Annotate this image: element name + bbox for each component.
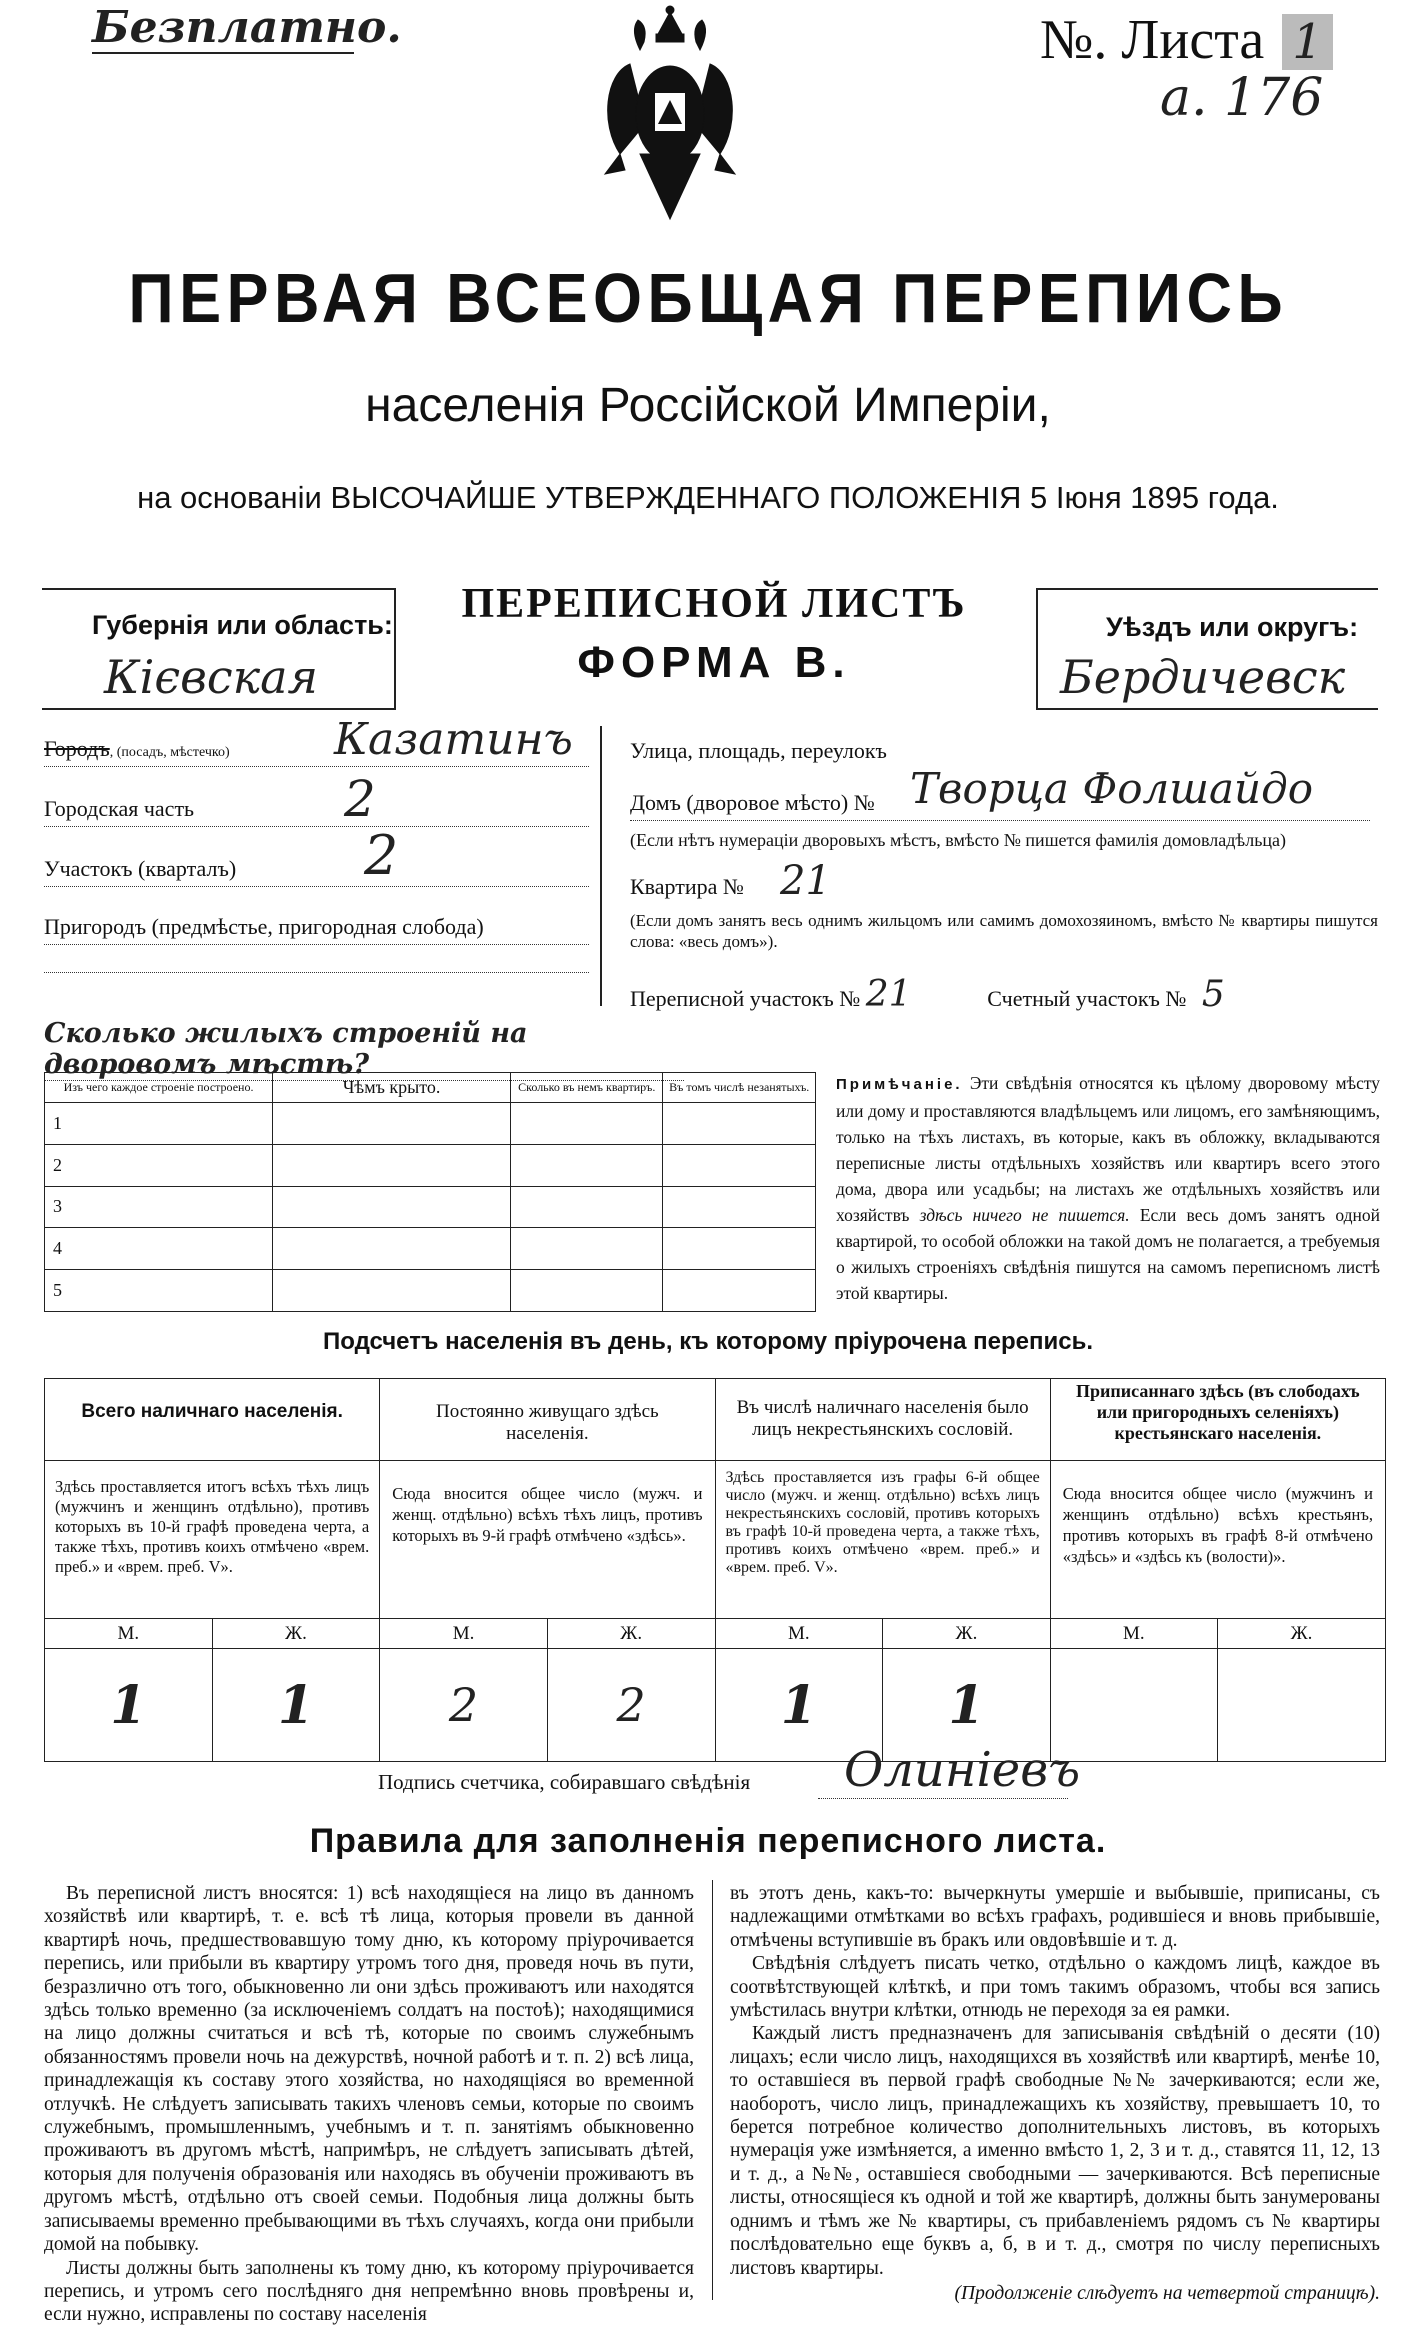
rules-right-paragraph: Каждый листъ предназначенъ для записыванія свѣдѣній о десяти (10) лицахъ; если число лицъ, находящихся въ хозяйствѣ или квартирѣ, менѣе 10, то оставшіеся въ первой графѣ свободные №№ зачеркиваются; если же, наоборотъ, число лицъ, принадлежащихъ къ хозяйству, превышаетъ 10, то берется потребное количество дополнительныхъ листовъ, въ которыхъ нумерація уже измѣняется, а именно вмѣсто 1, 2, 3 и т. д., ставятся 11, 12, 13 и т. д., а №№, оставшіеся свободными — зачеркиваются. Всѣ переписные листы, относящіеся къ одной и той же квартирѣ, должны быть занумерованы однимъ и тѣмъ же № квартиры, съ прибавленіемъ рядомъ съ № квартиры послѣдовательно еще буквъ а, б, в и т. д., смотря по числу переписныхъ листовъ квартиры. [730, 2023, 1380, 2279]
suburb-extra-line [44, 960, 589, 973]
apartment-value: 21 [780, 858, 831, 904]
rules-right-column [730, 1882, 1380, 2305]
counting-precinct-value: 5 [1201, 974, 1225, 1015]
pop-col-peasant-desc: Сюда вносится общее число (мужчинъ и женщинъ отдѣльно) всѣхъ крестьянъ, противъ которыхъ въ графѣ 8-й отмѣчено «здѣсь» и «здѣсь къ (волости)». [1050, 1461, 1385, 1619]
buildings-col-apartments: Сколько въ немъ квартиръ. [511, 1073, 663, 1103]
city-part-row [44, 770, 589, 828]
address-right [630, 718, 1378, 1018]
province-value: Кієвская [104, 650, 318, 704]
main-title: ПЕРВАЯ ВСЕОБЩАЯ ПЕРЕПИСЬ [128, 259, 1288, 337]
district-label: Уѣздъ или округъ: [1106, 612, 1359, 642]
buildings-col-roof: Чѣмъ крыто. [273, 1073, 511, 1103]
note-label: Примѣчаніе. [836, 1076, 963, 1093]
pop-m-label: М. [1050, 1619, 1217, 1649]
signature-line [818, 1798, 1068, 1799]
pop-permanent-f: 2 [547, 1649, 715, 1762]
suburb-row [44, 914, 589, 945]
rules-left-column [44, 1882, 694, 2327]
buildings-table [44, 1072, 816, 1312]
note-text-b: Если весь домъ занятъ одной квартирой, то особой обложки на такой домъ не полагается, а требуемыя о жилыхъ строеніяхъ свѣдѣнія пишутся на самомъ переписномъ листѣ этой квартиры. [836, 1205, 1380, 1303]
rules-title: Правила для заполненія переписного листа. [309, 1822, 1107, 1860]
sheet-number [1040, 8, 1333, 72]
rules-continuation: (Продолженіе слѣдуетъ на четвертой страницѣ). [954, 2282, 1380, 2304]
sheet-number-value: 1 [1282, 14, 1333, 70]
rules-divider [712, 1880, 713, 2300]
rules-right-paragraph: Свѣдѣнія слѣдуетъ писать четко, отдѣльно о каждомъ лицѣ, каждое въ соотвѣтствующей клѣткѣ, и при томъ такимъ образомъ, чтобы вся запись умѣстилась внутри клѣтки, отнюдь не переходя за ея рамки. [730, 1953, 1380, 2022]
pop-col-nonpeasant-title: Въ числѣ наличнаго населенія было лицъ некрестьянскихъ сословій. [715, 1379, 1050, 1461]
counting-precinct-label: Счетный участокъ № [987, 986, 1187, 1011]
rules-left-paragraph: Листы должны быть заполнены къ тому дню, къ которому пріурочивается перепись, и утромъ сего послѣдняго дня непремѣнно вновь провѣрены и, если нужно, исправлены по составу населенія [44, 2257, 694, 2326]
pop-col-total-title: Всего наличнаго населенія. [45, 1379, 380, 1461]
signature-value: Олиніевъ [844, 1742, 1081, 1798]
sheet-annotation: а. 176 [1160, 68, 1324, 128]
free-label: Безплатно. [92, 2, 402, 53]
pop-f-label: Ж. [547, 1619, 715, 1649]
district-box [1036, 588, 1378, 710]
census-precinct-label: Переписной участокъ № [630, 986, 861, 1011]
suburb-label: Пригородъ (предмѣстье, пригородная слобода) [44, 914, 484, 939]
address-left [44, 714, 589, 990]
buildings-row-number: 2 [45, 1144, 273, 1186]
pop-nonpeasant-f: 1 [883, 1649, 1051, 1762]
house-row [630, 764, 1370, 821]
district-value: Бердичевск [1060, 650, 1346, 704]
signature-label: Подпись счетчика, собиравшаго свѣдѣнія [378, 1770, 751, 1794]
free-underline [92, 52, 354, 54]
sheet-title-wrap [394, 580, 1034, 688]
note-text-a: Эти свѣдѣнія относятся къ цѣлому дворовому мѣсту или дому и проставляются владѣльцемъ или лицомъ, его замѣняющимъ, только на тѣхъ листахъ, въ которые, какъ въ обложку, вкладываются переписные листы отдѣльныхъ хозяйствъ или квартиръ всего этого дома, двора или усадьбы; на листахъ же отдѣльныхъ хозяйствъ или хозяйствъ [836, 1073, 1380, 1225]
sheet-title: ПЕРЕПИСНОЙ ЛИСТЪ [461, 581, 967, 627]
province-label: Губернія или область: [92, 610, 393, 640]
pop-f-label: Ж. [883, 1619, 1051, 1649]
buildings-row-number: 4 [45, 1228, 273, 1270]
precinct-row [44, 824, 589, 887]
census-precinct-row [630, 974, 1370, 1015]
buildings-col-vacant: Въ томъ числѣ незанятыхъ. [663, 1073, 816, 1103]
double-headed-eagle-emblem [600, 4, 740, 234]
buildings-row-number: 1 [45, 1103, 273, 1145]
apartment-row [630, 858, 831, 904]
pop-nonpeasant-m: 1 [715, 1649, 883, 1762]
street-label: Улица, площадь, переулокъ [630, 738, 887, 763]
note-text-italic: здѣсь ничего не пишется. [919, 1205, 1130, 1225]
subtitle: населенія Россійской Имперіи, [365, 379, 1051, 432]
pop-total-f: 1 [212, 1649, 380, 1762]
city-label: , (посадъ, мѣстечко) [109, 745, 230, 760]
pop-f-label: Ж. [212, 1619, 380, 1649]
city-value: Казатинъ [334, 714, 573, 765]
house-note: (Если нѣтъ нумерацiи дворовыхъ мѣстъ, вмѣсто № пишется фамилія домовладѣльца) [630, 830, 1287, 850]
signature-row [378, 1742, 1081, 1804]
apartment-label: Квартира № [630, 874, 744, 899]
buildings-note [836, 1070, 1380, 1306]
pop-col-permanent-desc: Сюда вносится общее число (мужч. и женщ. отдѣльно) всѣхъ тѣхъ лицъ, противъ которыхъ въ 9-й графѣ отмѣчено «здѣсь». [380, 1461, 715, 1619]
pop-f-label: Ж. [1217, 1619, 1385, 1649]
city-label-struck: Городъ [44, 736, 110, 761]
census-precinct-value: 21 [865, 974, 912, 1015]
rules-left-paragraph: Въ переписной листъ вносятся: 1) всѣ находящіеся на лицо въ данномъ хозяйствѣ или квартирѣ, т. е. всѣ тѣ лица, которыя провели въ данной квартирѣ ночь, предшествовавшую тому дню, къ которому пріурочивается перепись, или прибыли въ квартиру утромъ того дня, проведя ночь въ пути, безразлично отъ того, обыкновенно ли они здѣсь проживаютъ или находятся здѣсь только временно (за исключеніемъ солдатъ на постоѣ); находящимися на лицо должны считаться и всѣ тѣ, которые по своимъ служебнымъ обязанностямъ провели ночь на дежурствѣ, ночной работѣ и т. п. 2) всѣ лица, принадлежащія къ составу этого хозяйства, но находящіяся во временной отлучкѣ. Не слѣдуетъ записывать такихъ членовъ семьи, которые по своимъ служебнымъ, промышленнымъ, учебнымъ и т. п. занятіямъ обыкновенно проживаютъ въ другомъ мѣстѣ, напримѣръ, не слѣдуетъ записывать дѣтей, которыя для полученія образованія или находясь въ обученіи проживаютъ въ другомъ мѣстѣ, отдѣльно отъ своей семьи. Подобныя лица должны быть записываемы временно пребывающими въ тѣхъ случаяхъ, когда они прибыли домой на побывку. [44, 1883, 694, 2256]
form-name: ФОРМА В. [577, 638, 851, 687]
city-part-value: 2 [344, 770, 376, 828]
province-box [42, 588, 396, 710]
buildings-col-material: Изъ чего каждое строеніе построено. [45, 1073, 273, 1103]
pop-permanent-m: 2 [380, 1649, 548, 1762]
rules-right-paragraph: въ этотъ день, какъ-то: вычеркнуты умершіе и выбывшіе, приписаны, съ надлежащими отмѣтками во всѣхъ графахъ, родившіеся и вновь прибывшіе, отмѣчены вступившіе въ бракъ или овдовѣвшіе и т. д. [730, 1883, 1380, 1951]
population-heading: Подсчетъ населенія въ день, къ которому пріурочена перепись. [323, 1328, 1093, 1355]
precinct-label: Участокъ (кварталъ) [44, 856, 237, 881]
pop-total-m: 1 [45, 1649, 213, 1762]
address-divider [600, 726, 602, 1006]
house-value: Творца Фолшайдо [910, 764, 1313, 813]
pop-m-label: М. [380, 1619, 548, 1649]
pop-peasant-f [1217, 1649, 1385, 1762]
main-title-wrap [0, 258, 1416, 338]
pop-m-label: М. [715, 1619, 883, 1649]
pop-m-label: М. [45, 1619, 213, 1649]
buildings-question: Сколько жилыхъ строеній на дворовомъ мѣстѣ? [44, 1018, 684, 1081]
pop-col-permanent-title: Постоянно живущаго здѣсь населенія. [380, 1379, 715, 1461]
apartment-note: (Если домъ занятъ весь однимъ жильцомъ или самимъ домохозяиномъ, вмѣсто № квартиры пишутся слова: «весь домъ»). [630, 911, 1378, 951]
population-table [44, 1378, 1386, 1762]
pop-col-peasant-title: Приписаннаго здѣсь (въ слободахъ или пригородныхъ селеніяхъ) крестьянскаго населенія. [1050, 1379, 1385, 1461]
pop-col-total-desc: Здѣсь проставляется итогъ всѣхъ тѣхъ лицъ (мужчинъ и женщинъ отдѣльно), противъ которыхъ въ 10-й графѣ проведена черта, а также тѣхъ, противъ коихъ отмѣчено «врем. преб.» и «врем. преб. V». [45, 1461, 380, 1619]
buildings-row-number: 5 [45, 1270, 273, 1312]
precinct-value: 2 [364, 824, 399, 887]
city-part-label: Городская часть [44, 796, 195, 821]
pop-col-nonpeasant-desc: Здѣсь проставляется изъ графы 6-й общее число (мужч. и женщ. отдѣльно) всѣхъ лицъ некрестьянскихъ сословій, противъ которыхъ въ графѣ 10-й проведена черта, а также тѣхъ, противъ коихъ отмѣчено «врем. преб.» и «врем. преб. V». [715, 1461, 1050, 1619]
buildings-row-number: 3 [45, 1186, 273, 1228]
basis-line: на основаніи ВЫСОЧАЙШЕ УТВЕРЖДЕННАГО ПОЛОЖЕНІЯ 5 Іюня 1895 года. [137, 480, 1279, 515]
city-row [44, 714, 589, 767]
house-label: Домъ (дворовое мѣсто) № [630, 790, 875, 815]
sheet-number-label: №. Листа [1040, 9, 1265, 71]
